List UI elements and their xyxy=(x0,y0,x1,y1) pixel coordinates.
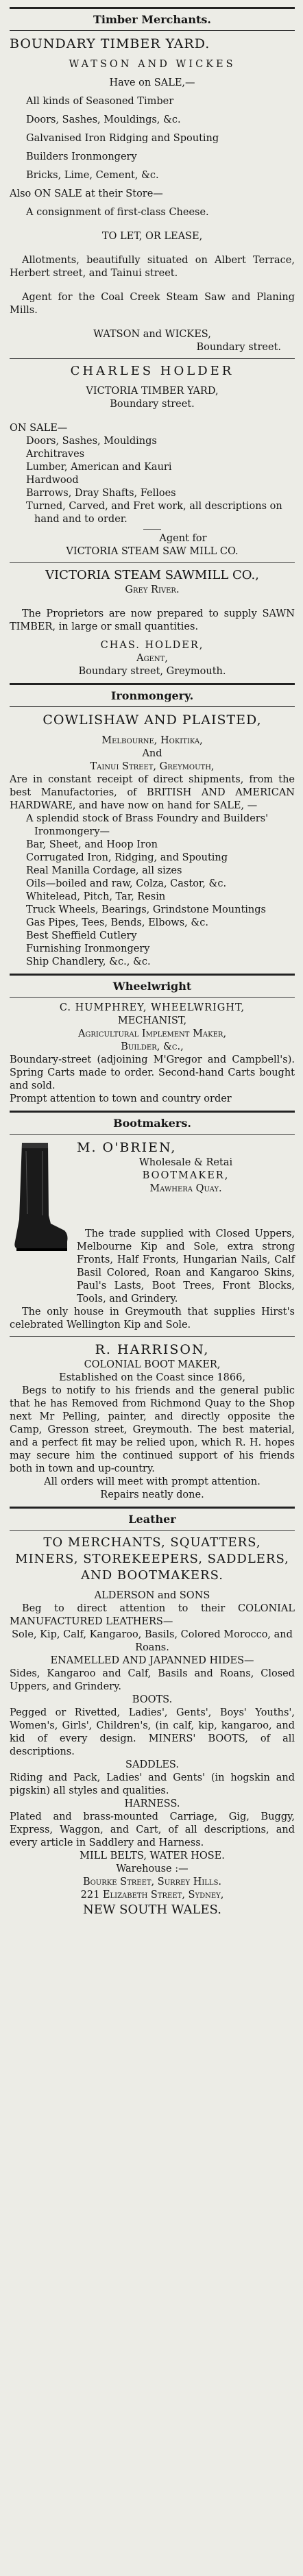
list-item: Best Sheffield Cutlery xyxy=(26,930,137,941)
list-item: Doors, Sashes, Mouldings, &c. xyxy=(26,114,181,125)
ad-place: Mawhera Quay. xyxy=(149,1183,222,1194)
list-item: Corrugated Iron, Ridging, and Spouting xyxy=(26,852,228,863)
allotments-text: Allotments, beautifully situated on Albert Terrace, Herbert street, and Tainui street. xyxy=(10,255,295,279)
ad-watson-wickes xyxy=(10,33,295,356)
ad-repairs: Repairs neatly done. xyxy=(100,1489,204,1500)
agent-role: Agent, xyxy=(136,653,168,664)
section-rule xyxy=(10,974,295,976)
section-rule xyxy=(10,706,295,707)
list-item: Furnishing Ironmongery xyxy=(26,943,150,954)
list-item: Bricks, Lime, Cement, &c. xyxy=(26,170,159,181)
sale-lead: ON SALE— xyxy=(10,423,68,434)
ad-title: CHARLES HOLDER xyxy=(70,364,234,378)
subhead-boots: BOOTS. xyxy=(132,1694,173,1705)
list-item: Builders Ironmongery xyxy=(26,151,137,162)
ad-body: The Proprietors are now prepared to supply SAWN TIMBER, in large or small quantities. xyxy=(10,608,295,632)
ad-line: Builder, &c., xyxy=(121,1041,184,1052)
list-item: Hardwood xyxy=(26,475,79,486)
ad-title: C. HUMPHREY, WHEELWRIGHT, xyxy=(59,1002,245,1013)
section-heading-wheelwright: Wheelwright xyxy=(112,980,192,993)
section-rule xyxy=(10,1134,295,1135)
list-item: Lumber, American and Kauri xyxy=(26,462,172,473)
list-item: Ship Chandlery, &c., &c. xyxy=(26,956,151,967)
section-heading-bootmakers: Bootmakers. xyxy=(113,1117,191,1130)
ad-title: VICTORIA STEAM SAWMILL CO., xyxy=(45,568,259,582)
subhead-enamelled: ENAMELLED AND JAPANNED HIDES— xyxy=(50,1655,254,1666)
list-item: Gas Pipes, Tees, Bends, Elbows, &c. xyxy=(26,917,209,928)
list-item: Truck Wheels, Bearings, Grindstone Mountings xyxy=(26,904,266,915)
ad-cowlishaw-plaisted xyxy=(10,709,295,971)
ad-obrien xyxy=(10,1137,295,1334)
ad-victoria-sawmill xyxy=(10,565,295,680)
ad-humphrey xyxy=(10,1000,295,1108)
list-item: A splendid stock of Brass Foundry and Builders' Ironmongery— xyxy=(26,813,269,837)
section-rule xyxy=(10,30,295,31)
list-item: Turned, Carved, and Fret work, all descriptions on hand and to order. xyxy=(26,501,282,525)
warehouse-state: NEW SOUTH WALES. xyxy=(83,1903,221,1917)
agent-address: Boundary street, Greymouth. xyxy=(78,666,226,677)
sale-list xyxy=(10,95,295,182)
signature-address: Boundary street. xyxy=(196,342,281,353)
agent-note: Agent for the Coal Creek Steam Saw and Planing Mills. xyxy=(10,292,295,316)
warehouse-address-2: 221 Elizabeth Street, Sydney, xyxy=(80,1890,224,1900)
ad-title: COWLISHAW AND PLAISTED, xyxy=(43,713,262,728)
sale-lead: Have on SALE,— xyxy=(109,77,195,88)
section-heading-timber: Timber Merchants. xyxy=(93,13,211,26)
cheese-note: A consignment of first-class Cheese. xyxy=(26,207,209,218)
ad-intro: Are in constant receipt of direct shipments, from the best Manufactories, of BRITISH AND AMERICAN HARDWARE, and have now on hand for SALE, — xyxy=(10,774,295,811)
ad-title: M. O'BRIEN, xyxy=(77,1140,177,1155)
list-item: Bar, Sheet, and Hoop Iron xyxy=(26,839,158,850)
yard-street: Boundary street. xyxy=(110,399,195,410)
ad-line: MECHANIST, xyxy=(117,1015,187,1026)
ad-towns: Melbourne, Hokitika, xyxy=(101,735,203,746)
signature-name: WATSON and WICKES, xyxy=(93,329,211,340)
ad-divider xyxy=(10,358,295,359)
ad-house: The only house in Greymouth that supplies Hirst's celebrated Wellington Kip and Sole. xyxy=(10,1306,295,1330)
mill-belts: MILL BELTS, WATER HOSE. xyxy=(80,1850,225,1861)
ad-charles-holder xyxy=(10,361,295,560)
warehouse-address-1: Bourke Street, Surrey Hills. xyxy=(82,1877,222,1887)
ad-orders: All orders will meet with prompt attention. xyxy=(44,1476,260,1487)
store-note: Also ON SALE at their Store— xyxy=(10,188,163,199)
section-heading-ironmongery: Ironmongery. xyxy=(110,689,194,702)
ad-title: TO MERCHANTS, SQUATTERS, MINERS, STOREKEEPERS, SADDLERS, AND BOOTMAKERS. xyxy=(15,1535,289,1583)
ad-body: The trade supplied with Closed Uppers, Melbourne Kip and Sole, extra strong Fronts, Half Fronts, Hungarian Nails, Calf Basil Colored, Roan and Kangaroo Skins, Paul's Lasts, Boot Trees, Front Blocks, Tools, and Grindery. xyxy=(77,1228,295,1304)
enamelled-body: Sides, Kangaroo and Calf, Basils and Roans, Closed Uppers, and Grindery. xyxy=(10,1668,295,1692)
yard-name: VICTORIA TIMBER YARD, xyxy=(86,386,219,397)
boots-body: Pegged or Rivetted, Ladies', Gents', Boys' Youths', Women's, Girls', Children's, (in calf, kip, kangaroo, and kid of every design. MINERS' BOOTS, of all descriptions. xyxy=(10,1707,295,1757)
section-rule xyxy=(10,997,295,998)
boot-illustration xyxy=(10,1139,70,1259)
ad-and: And xyxy=(142,748,162,759)
stock-list xyxy=(10,813,295,969)
ad-trade: COLONIAL BOOT MAKER, xyxy=(84,1359,221,1370)
list-item: Oils—boiled and raw, Colza, Castor, &c. xyxy=(26,878,227,889)
ad-title: BOUNDARY TIMBER YARD. xyxy=(10,36,210,51)
list-item: Barrows, Dray Shafts, Felloes xyxy=(26,488,176,499)
ad-harrison xyxy=(10,1339,295,1504)
firm-name: ALDERSON and SONS xyxy=(94,1590,210,1601)
top-rule xyxy=(10,7,295,9)
list-item: Doors, Sashes, Mouldings xyxy=(26,436,157,447)
list-item: Whitelead, Pitch, Tar, Resin xyxy=(26,891,166,902)
ad-trade: BOOTMAKER, xyxy=(142,1170,230,1181)
section-heading-leather: Leather xyxy=(128,1513,176,1526)
leather-list: Sole, Kip, Calf, Kangaroo, Basils, Colored Morocco, and Roans. xyxy=(12,1629,293,1653)
warehouse-label: Warehouse :— xyxy=(116,1863,189,1874)
list-item: Galvanised Iron Ridging and Spouting xyxy=(26,133,219,144)
list-item: All kinds of Seasoned Timber xyxy=(26,96,174,107)
ad-divider xyxy=(10,562,295,563)
section-rule xyxy=(10,1507,295,1509)
subhead-harness: HARNESS. xyxy=(124,1798,180,1809)
ad-line: Agricultural Implement Maker, xyxy=(77,1028,227,1039)
agent-for: Agent for xyxy=(159,533,207,544)
ad-subtitle: Grey River. xyxy=(125,584,180,595)
section-rule xyxy=(10,683,295,685)
list-item: Real Manilla Cordage, all sizes xyxy=(26,865,182,876)
section-rule xyxy=(10,1530,295,1531)
ad-divider xyxy=(10,1336,295,1337)
agent-mill: VICTORIA STEAM SAW MILL CO. xyxy=(66,546,239,557)
to-let-heading: TO LET, OR LEASE, xyxy=(101,231,203,242)
sale-list xyxy=(10,435,295,526)
boot-icon xyxy=(10,1139,70,1255)
ad-prompt: Prompt attention to town and country order xyxy=(10,1093,232,1104)
harness-body: Plated and brass-mounted Carriage, Gig, Buggy, Express, Waggon, and Cart, of all descriptions, and every article in Saddlery and Harness. xyxy=(10,1811,295,1848)
subhead-saddles: SADDLES. xyxy=(125,1759,179,1770)
section-rule xyxy=(10,1111,295,1113)
ad-street: Tainui Street, Greymouth, xyxy=(90,761,215,772)
ad-body: Begs to notify to his friends and the general public that he has Removed from Richmond Quay to the Shop next Mr Pelling, painter, and directly opposite the Camp, Gresson street, Greymouth. The best material, and a perfect fit may be relied upon, which R. H. hopes may secure him the continued support of his friends both in town and up-country. xyxy=(10,1385,295,1474)
list-item: Architraves xyxy=(26,449,85,460)
ad-alderson xyxy=(10,1533,295,1920)
ad-subtitle: Wholesale & Retai xyxy=(138,1157,233,1168)
ad-body: Boundary-street (adjoining M'Gregor and Campbell's). Spring Carts made to order. Second-hand Carts bought and sold. xyxy=(10,1054,295,1091)
agent-name: CHAS. HOLDER, xyxy=(100,640,204,651)
firm-name: WATSON AND WICKES xyxy=(69,59,236,70)
saddles-body: Riding and Pack, Ladies' and Gents' (in hogskin and pigskin) all styles and qualities. xyxy=(10,1772,295,1796)
ad-intro: Beg to direct attention to their COLONIAL MANUFACTURED LEATHERS— xyxy=(10,1603,295,1627)
ad-established: Established on the Coast since 1866, xyxy=(59,1372,245,1383)
ad-title: R. HARRISON, xyxy=(95,1342,210,1357)
short-rule xyxy=(143,529,161,530)
